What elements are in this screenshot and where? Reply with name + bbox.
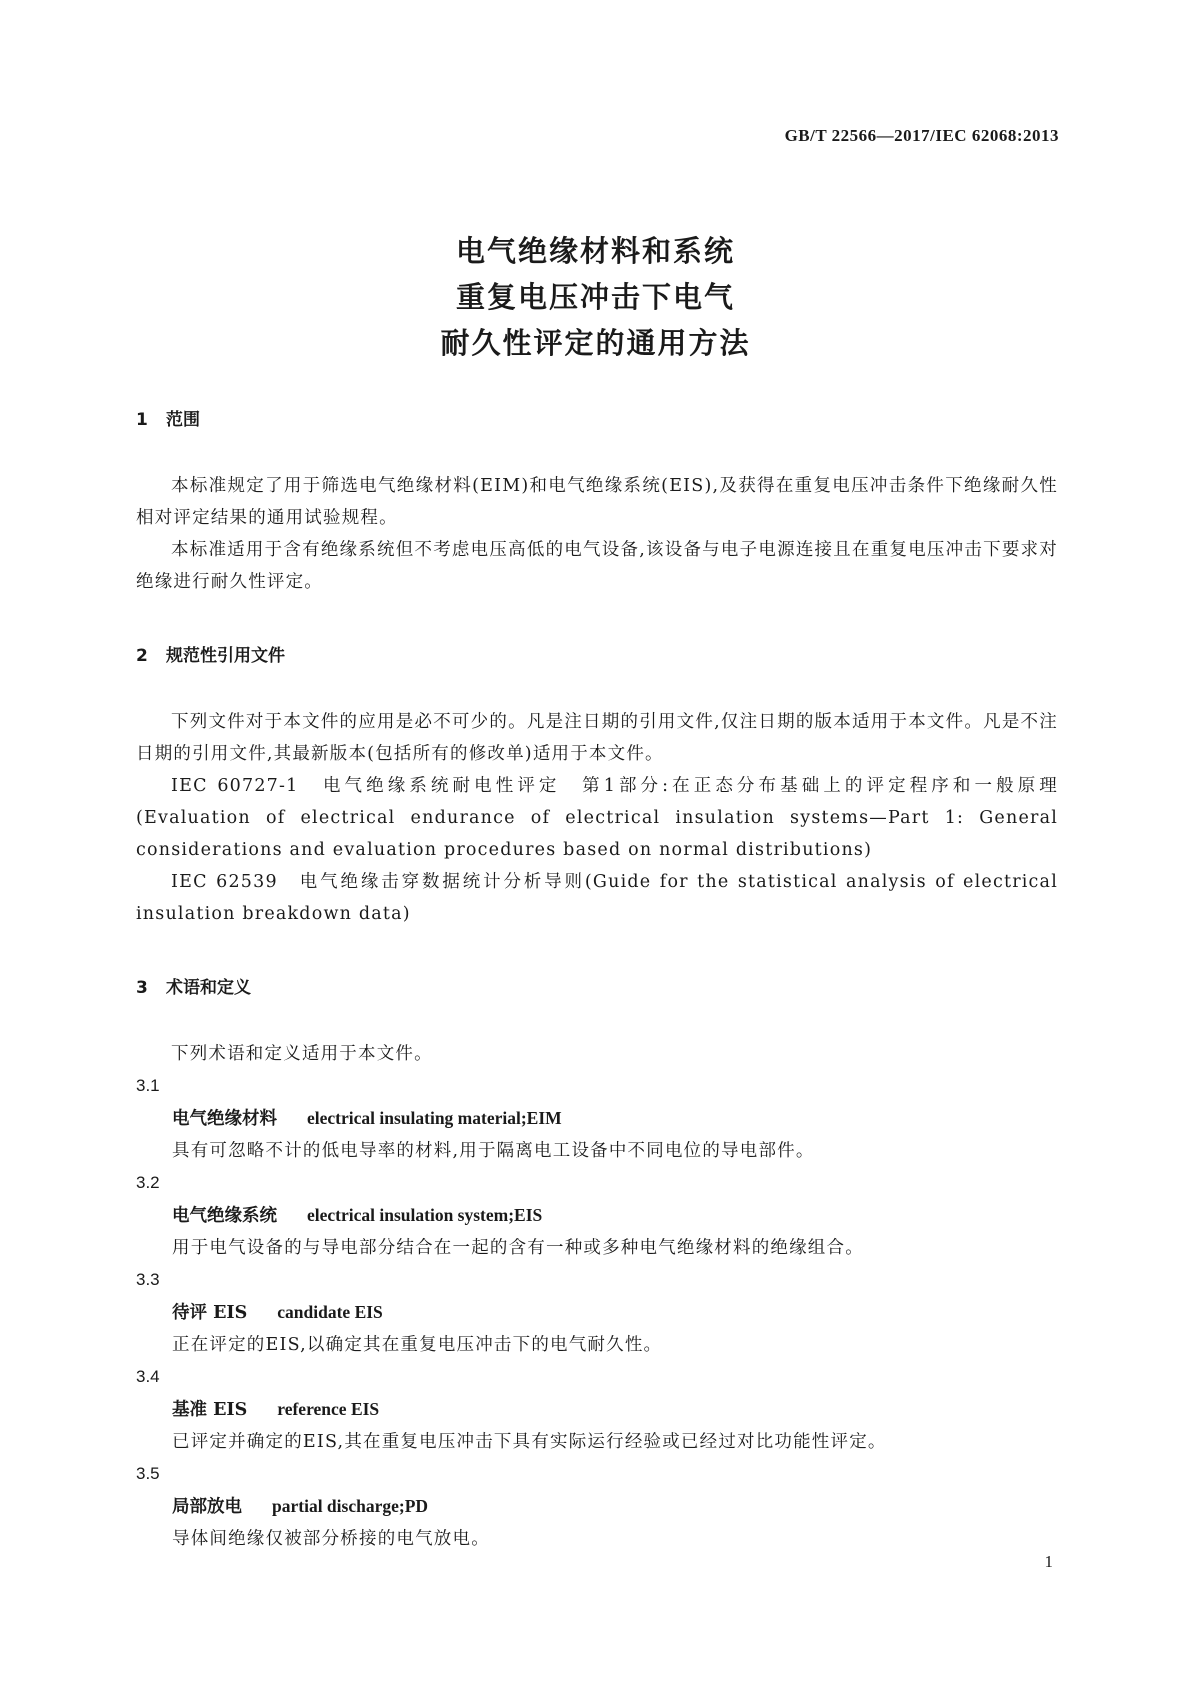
term-entry (136, 1167, 1058, 1264)
section-heading-normative-references (136, 644, 1058, 668)
term-name (136, 1393, 1058, 1426)
term-name-zh: 基准 EIS (172, 1400, 248, 1420)
term-definition: 导体间绝缘仅被部分桥接的电气放电。 (172, 1529, 490, 1549)
term-number: 3.3 (136, 1270, 160, 1289)
document-title (0, 228, 1191, 366)
term-entry (136, 1361, 1058, 1458)
term-name-en: electrical insulating material;EIM (307, 1108, 562, 1128)
term-name (136, 1490, 1058, 1523)
term-entry (136, 1070, 1058, 1167)
section-title: 术语和定义 (166, 978, 251, 998)
paragraph: 下列文件对于本文件的应用是必不可少的。凡是注日期的引用文件,仅注日期的版本适用于本文件。凡是不注日期的引用文件,其最新版本(包括所有的修改单)适用于本文件。 (136, 712, 1058, 764)
title-line-3: 耐久性评定的通用方法 (440, 326, 751, 360)
term-number: 3.2 (136, 1173, 160, 1192)
term-definition: 已评定并确定的EIS,其在重复电压冲击下具有实际运行经验或已经过对比功能性评定。 (172, 1432, 887, 1452)
document-body (136, 408, 1058, 1555)
term-name-zh: 局部放电 (172, 1497, 242, 1517)
term-name-zh: 电气绝缘系统 (172, 1206, 277, 1226)
term-definition: 正在评定的EIS,以确定其在重复电压冲击下的电气耐久性。 (172, 1335, 663, 1355)
term-name-en: electrical insulation system;EIS (307, 1205, 543, 1225)
term-name (136, 1199, 1058, 1232)
term-definition: 用于电气设备的与导电部分结合在一起的含有一种或多种电气绝缘材料的绝缘组合。 (172, 1238, 864, 1258)
term-number: 3.1 (136, 1076, 160, 1095)
section-heading-scope (136, 408, 1058, 432)
term-number: 3.5 (136, 1464, 160, 1483)
section-number: 1 (136, 410, 148, 430)
paragraph: 本标准规定了用于筛选电气绝缘材料(EIM)和电气绝缘系统(EIS),及获得在重复电压冲击条件下绝缘耐久性相对评定结果的通用试验规程。 (136, 476, 1058, 528)
paragraph: 本标准适用于含有绝缘系统但不考虑电压高低的电气设备,该设备与电子电源连接且在重复电压冲击下要求对绝缘进行耐久性评定。 (136, 540, 1058, 592)
section-number: 2 (136, 646, 148, 666)
term-definition: 具有可忽略不计的低电导率的材料,用于隔离电工设备中不同电位的导电部件。 (172, 1141, 815, 1161)
term-name-zh: 待评 EIS (172, 1303, 248, 1323)
term-entry (136, 1264, 1058, 1361)
term-name (136, 1296, 1058, 1329)
title-line-2: 重复电压冲击下电气 (455, 280, 735, 314)
term-name (136, 1102, 1058, 1135)
section-heading-terms (136, 976, 1058, 1000)
standard-code: GB/T 22566—2017/IEC 62068:2013 (784, 126, 1059, 145)
reference-entry: IEC 62539 电气绝缘击穿数据统计分析导则(Guide for the statistical analysis of electrical insulation breakdown data) (136, 872, 1058, 924)
section-number: 3 (136, 978, 148, 998)
term-number: 3.4 (136, 1367, 160, 1386)
term-name-en: candidate EIS (277, 1302, 383, 1322)
section-title: 范围 (166, 410, 200, 430)
reference-entry: IEC 60727-1 电气绝缘系统耐电性评定 第1部分:在正态分布基础上的评定程序和一般原理(Evaluation of electrical endurance of electrical insulation systems—Part 1: General considerations and evaluation procedures based on normal distributions) (136, 776, 1058, 860)
term-name-en: partial discharge;PD (272, 1496, 429, 1516)
term-name-zh: 电气绝缘材料 (172, 1109, 277, 1129)
section-title: 规范性引用文件 (166, 646, 285, 666)
title-line-1: 电气绝缘材料和系统 (455, 234, 735, 268)
page-number: 1 (1044, 1552, 1053, 1571)
paragraph: 下列术语和定义适用于本文件。 (171, 1044, 433, 1064)
term-name-en: reference EIS (277, 1399, 380, 1419)
term-entry (136, 1458, 1058, 1555)
